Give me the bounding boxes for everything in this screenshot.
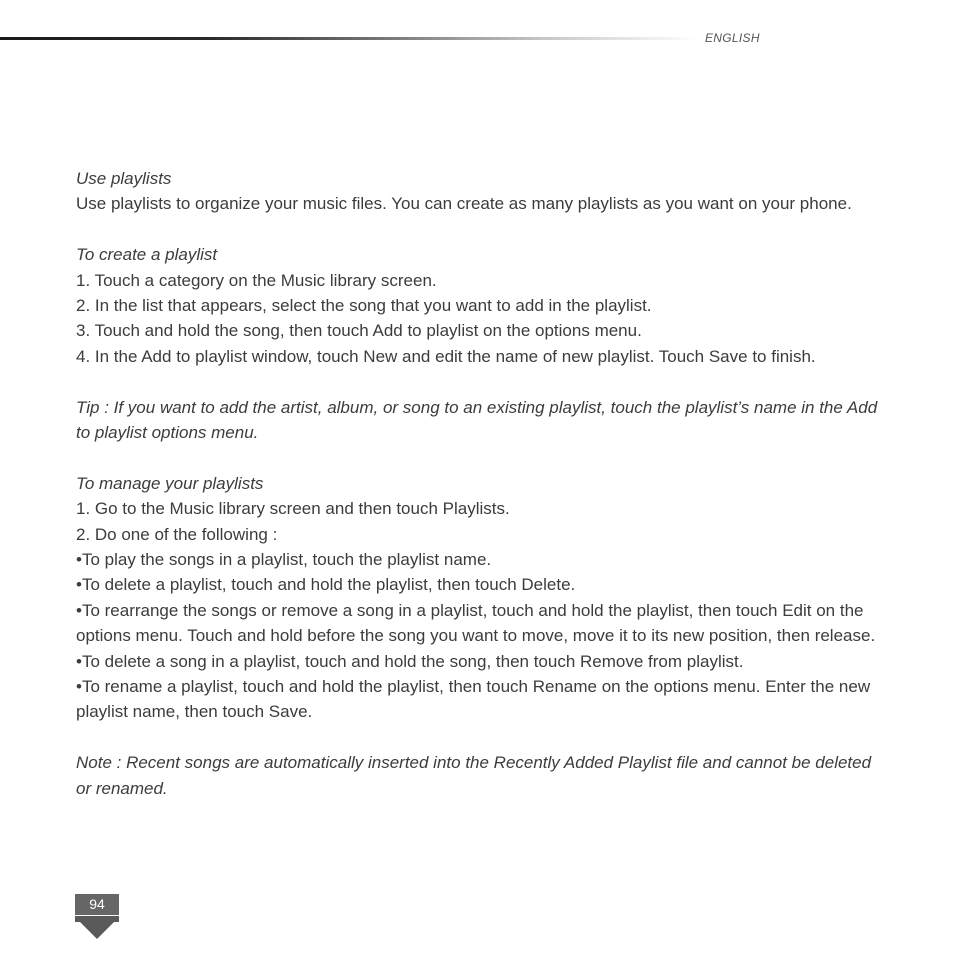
manage-bullet: •To delete a song in a playlist, touch and hold the song, then touch Remove from playlist. <box>76 651 744 671</box>
language-label: ENGLISH <box>705 31 760 45</box>
manage-bullet: •To play the songs in a playlist, touch the playlist name. <box>76 550 492 570</box>
create-title: To create a playlist <box>76 245 218 265</box>
note-text: Note : Recent songs are automatically inserted into the Recently Added Playlist file and cannot be deleted or renamed. <box>76 753 872 798</box>
manage-step: 1. Go to the Music library screen and then touch Playlists. <box>76 499 510 519</box>
create-step: 2. In the list that appears, select the song that you want to add in the playlist. <box>76 296 652 316</box>
create-step: 1. Touch a category on the Music library screen. <box>76 270 437 290</box>
manage-bullet: •To rearrange the songs or remove a song in a playlist, touch and hold the playlist, then touch Edit on the options menu. Touch and hold before the song you want to move, move it to its new position, then release. <box>76 600 876 646</box>
manage-step: 2. Do one of the following : <box>76 524 278 544</box>
header-rule <box>0 37 700 40</box>
manage-bullet: •To delete a playlist, touch and hold the playlist, then touch Delete. <box>76 575 576 595</box>
manage-bullet: •To rename a playlist, touch and hold the playlist, then touch Rename on the options menu. Enter the new playlist name, then touch Save. <box>76 677 871 722</box>
page-number: 94 <box>75 894 119 915</box>
manage-title: To manage your playlists <box>76 473 264 493</box>
create-step: 4. In the Add to playlist window, touch New and edit the name of new playlist. Touch Save to finish. <box>76 346 816 366</box>
section-intro: Use playlists to organize your music files. You can create as many playlists as you want on your phone. <box>76 194 852 214</box>
section-title: Use playlists <box>76 169 172 188</box>
page-down-arrow-icon <box>75 917 119 939</box>
page-content <box>76 166 881 801</box>
create-step: 3. Touch and hold the song, then touch Add to playlist on the options menu. <box>76 321 642 341</box>
tip-text: Tip : If you want to add the artist, album, or song to an existing playlist, touch the playlist’s name in the Add to playlist options menu. <box>76 397 878 443</box>
